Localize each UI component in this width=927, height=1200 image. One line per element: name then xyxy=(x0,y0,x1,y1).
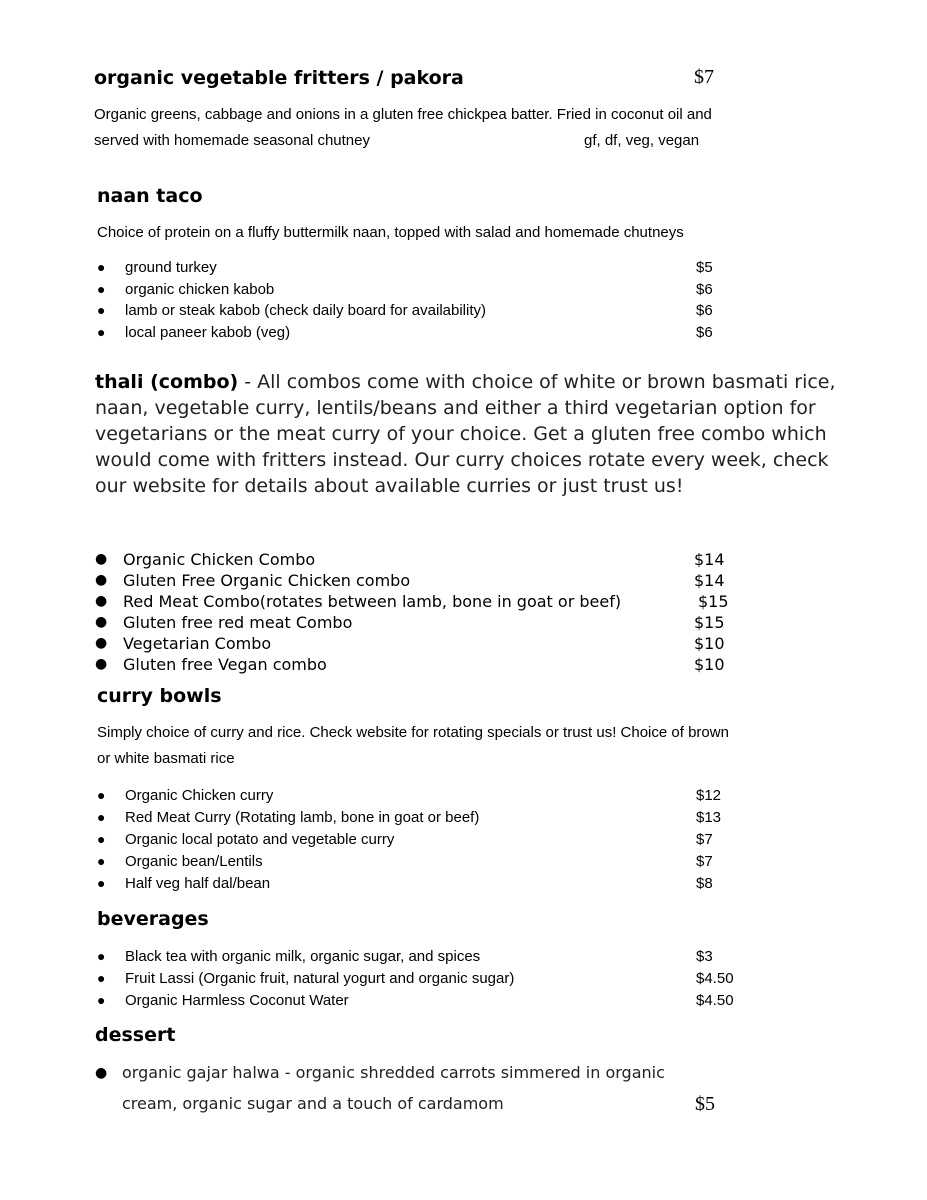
item-name: Organic Chicken curry xyxy=(125,787,274,804)
item-name: Half veg half dal/bean xyxy=(125,875,271,892)
item-name: lamb or steak kabob (check daily board for availability) xyxy=(125,302,487,319)
bullet-icon: ● xyxy=(95,593,108,609)
list-item xyxy=(97,873,713,895)
item-price: $10 xyxy=(694,655,725,674)
bullet-icon: ● xyxy=(97,875,106,891)
beverages-list xyxy=(97,946,734,1012)
item-price: $15 xyxy=(694,613,725,632)
list-item xyxy=(95,549,725,570)
thali-list xyxy=(95,549,729,675)
item-price: $8 xyxy=(696,875,713,892)
item-name: organic chicken kabob xyxy=(125,280,275,298)
bullet-icon: ● xyxy=(97,323,106,340)
pakora-description-line1: Organic greens, cabbage and onions in a gluten free chickpea batter. Fried in coconut oil and xyxy=(94,106,712,123)
thali-section xyxy=(95,369,855,499)
item-name: Organic bean/Lentils xyxy=(125,853,263,870)
list-item xyxy=(97,990,734,1012)
curry-bowls-description-line2: or white basmati rice xyxy=(97,750,235,767)
thali-title: thali (combo) xyxy=(95,371,239,393)
item-name: Organic Chicken Combo xyxy=(123,550,316,569)
dessert-line2: cream, organic sugar and a touch of cardamom xyxy=(122,1094,504,1113)
dessert-title: dessert xyxy=(95,1024,176,1046)
list-item xyxy=(97,968,734,990)
list-item xyxy=(95,612,725,633)
item-price: $3 xyxy=(696,948,713,965)
bullet-icon: ● xyxy=(95,635,108,651)
bullet-icon: ● xyxy=(97,970,106,986)
item-name: Fruit Lassi (Organic fruit, natural yogurt and organic sugar) xyxy=(125,970,515,987)
dessert-line1: organic gajar halwa - organic shredded carrots simmered in organic xyxy=(122,1063,665,1082)
naan-taco-description: Choice of protein on a fluffy buttermilk naan, topped with salad and homemade chutneys xyxy=(97,224,684,241)
item-price: $5 xyxy=(696,259,713,276)
bullet-icon: ● xyxy=(97,831,106,847)
list-item xyxy=(97,257,713,279)
bullet-icon: ● xyxy=(97,809,106,825)
item-price: $13 xyxy=(696,809,722,826)
item-price: $12 xyxy=(696,787,722,804)
bullet-icon: ● xyxy=(97,992,106,1008)
bullet-icon: ● xyxy=(97,302,106,318)
list-item xyxy=(97,322,713,344)
item-name: Organic local potato and vegetable curry xyxy=(125,831,395,848)
bullet-icon: ● xyxy=(95,1065,108,1081)
bullet-icon: ● xyxy=(95,572,108,588)
item-price: $6 xyxy=(696,280,713,298)
thali-description: - All combos come with choice of white or brown basmati rice, naan, vegetable curry, lentils/beans and either a third vegetarian option for vegetarians or the meat curry of your choice. Get a gluten free combo which would come with fritters instead. Our curry choices rotate every week, check our website for details about available curries or just trust us! xyxy=(95,371,836,497)
list-item xyxy=(97,785,722,807)
item-price: $7 xyxy=(696,853,713,870)
pakora-title: organic vegetable fritters / pakora xyxy=(94,67,464,89)
bullet-icon: ● xyxy=(97,259,106,275)
naan-taco-list xyxy=(97,257,713,343)
bullet-icon: ● xyxy=(97,948,106,964)
list-item xyxy=(97,807,722,829)
bullet-icon: ● xyxy=(97,787,106,803)
pakora-description-line2: served with homemade seasonal chutney xyxy=(94,132,370,149)
item-name: Gluten free red meat Combo xyxy=(123,613,353,632)
bullet-icon: ● xyxy=(97,853,106,869)
list-item xyxy=(97,851,713,873)
bullet-icon: ● xyxy=(95,551,108,567)
item-name: Organic Harmless Coconut Water xyxy=(125,992,349,1009)
item-price: $7 xyxy=(696,831,713,848)
item-name: ground turkey xyxy=(125,259,217,276)
item-name: local paneer kabob (veg) xyxy=(125,323,291,341)
list-item xyxy=(95,654,725,675)
item-name: Gluten free Vegan combo xyxy=(123,655,327,674)
list-item xyxy=(97,300,713,322)
bullet-icon: ● xyxy=(95,656,108,672)
curry-bowls-description-line1: Simply choice of curry and rice. Check website for rotating specials or trust us! Choice of brown xyxy=(97,724,729,741)
curry-bowls-list xyxy=(97,785,722,895)
item-price: $6 xyxy=(696,323,713,341)
item-price: $14 xyxy=(694,550,725,569)
item-name: Gluten Free Organic Chicken combo xyxy=(123,571,411,590)
pakora-price: $7 xyxy=(694,66,714,88)
item-price: $4.50 xyxy=(696,970,734,987)
item-price: $10 xyxy=(694,634,725,653)
beverages-title: beverages xyxy=(97,908,209,930)
list-item xyxy=(95,570,725,591)
item-price: $15 xyxy=(698,592,729,611)
list-item xyxy=(95,591,729,612)
bullet-icon: ● xyxy=(95,614,108,630)
naan-taco-title: naan taco xyxy=(97,185,203,207)
list-item xyxy=(97,946,713,968)
list-item xyxy=(95,633,725,654)
dessert-price: $5 xyxy=(695,1093,715,1115)
curry-bowls-title: curry bowls xyxy=(97,685,222,707)
list-item xyxy=(97,829,713,851)
item-name: Red Meat Curry (Rotating lamb, bone in goat or beef) xyxy=(125,809,480,826)
pakora-dietary-tags: gf, df, veg, vegan xyxy=(584,132,700,149)
list-item xyxy=(97,279,713,301)
item-name: Black tea with organic milk, organic sugar, and spices xyxy=(125,948,481,965)
item-name: Vegetarian Combo xyxy=(123,634,272,653)
item-price: $4.50 xyxy=(696,992,734,1009)
bullet-icon: ● xyxy=(97,280,106,297)
item-price: $6 xyxy=(696,302,713,319)
item-price: $14 xyxy=(694,571,725,590)
item-name: Red Meat Combo(rotates between lamb, bone in goat or beef) xyxy=(123,592,622,611)
